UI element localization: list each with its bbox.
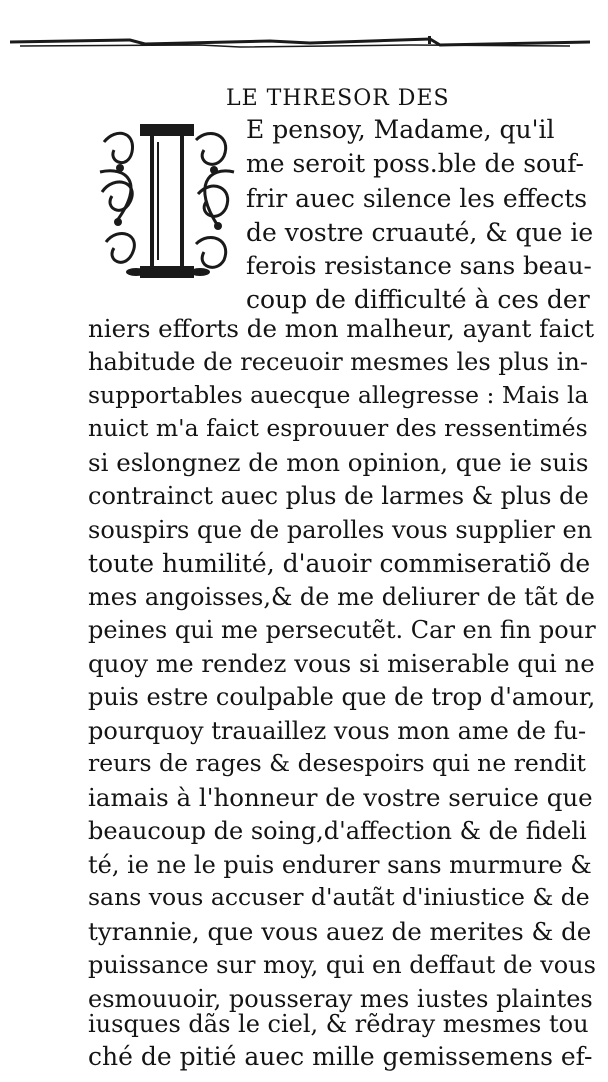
drop-cap-ornament [96,122,238,280]
text-line: nuict m'a faict esprouuer des ressentimés [88,414,588,442]
text-line: té, ie ne le puis endurer sans murmure & [88,851,592,879]
text-line: niers efforts de mon malheur, ayant faict [88,314,595,343]
text-line: sans vous accuser d'autãt d'iniustice & de [88,883,590,911]
text-line: mes angoisses,& de me deliurer de tãt de [88,583,595,611]
text-line: E pensoy, Madame, qu'il [246,115,555,144]
text-line: peines qui me persecutẽt. Car en fin pour [88,616,596,644]
text-line: supportables auecque allegresse : Mais la [88,381,589,409]
text-line: contrainct auec plus de larmes & plus de [88,482,589,510]
text-line: toute humilité, d'auoir commiseratiõ de [88,549,591,578]
text-line: tyrannie, que vous auez de merites & de [88,917,592,946]
text-line: coup de difficulté à ces der [246,285,590,314]
text-line: habitude de receuoir mesmes les plus in- [88,348,588,376]
text-line: reurs de rages & desespoirs qui ne rendit [88,749,586,777]
text-line: si eslongnez de mon opinion, que ie suis [88,448,589,477]
text-line: puissance sur moy, qui en deffaut de vous [88,951,596,979]
text-line: ché de pitié auec mille gemissemens ef- [88,1042,593,1071]
text-line: frir auec silence les effects [246,184,588,213]
running-head: LE THRESOR DES [226,86,450,111]
text-line: me seroit poss.ble de souf- [246,149,585,178]
text-line: ferois resistance sans beau- [246,251,592,280]
text-line: beaucoup de soing,d'affection & de fideli [88,817,587,845]
text-line: souspirs que de parolles vous supplier en [88,516,593,544]
text-line: puis estre coulpable que de trop d'amour, [88,683,596,711]
top-rule-ornament [10,36,590,50]
text-line: de vostre cruauté, & que ie [246,218,594,247]
text-line: esmouuoir, pousseray mes iustes plaintes [88,985,593,1013]
text-line: iusques dãs le ciel, & rẽdray mesmes tou [88,1010,589,1038]
text-line: pourquoy trauaillez vous mon ame de fu- [88,717,587,745]
text-line: iamais à l'honneur de vostre seruice que [88,783,593,812]
text-line: quoy me rendez vous si miserable qui ne [88,649,595,678]
